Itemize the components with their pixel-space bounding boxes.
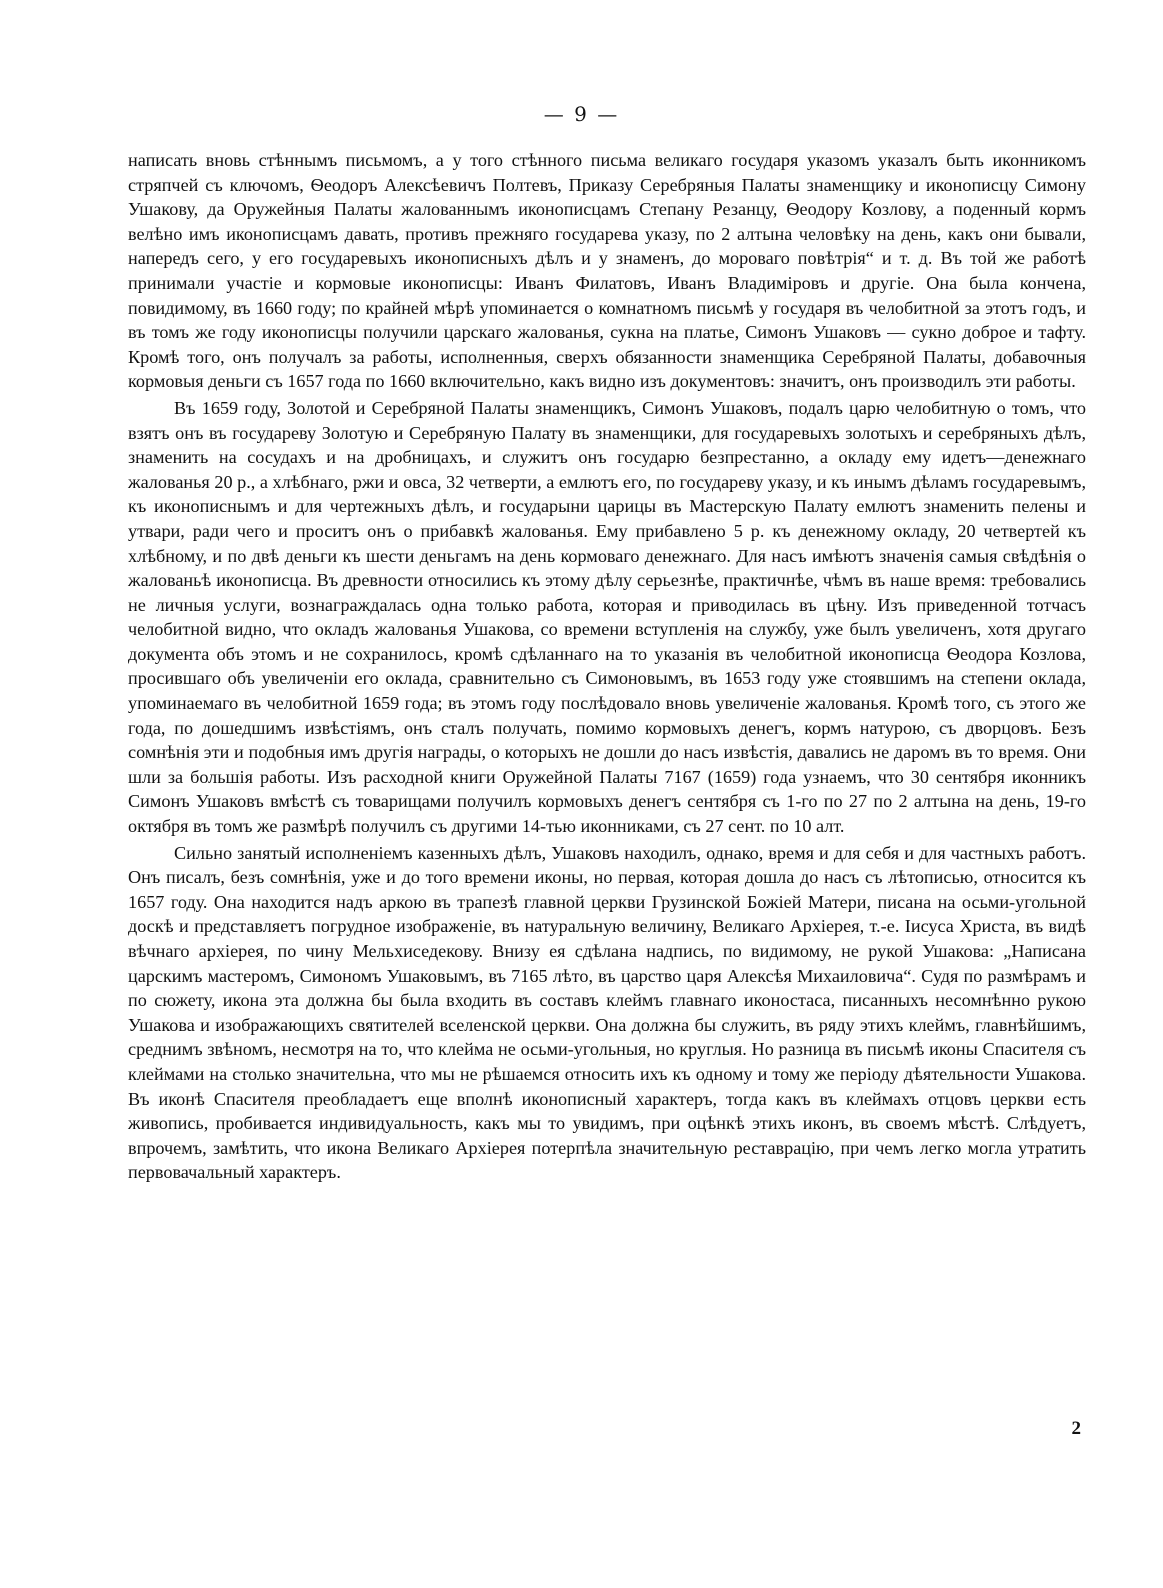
paragraph-private-works: Сильно занятый исполненіемъ казенныхъ дѣлъ, Ушаковъ находилъ, однако, время и для себя и для частныхъ работъ. Онъ писалъ, безъ сомнѣнія, уже и до того времени иконы, но первая, которая дошла до насъ съ лѣтописью, относится къ 1657 году. Она находится надъ аркою въ трапезѣ главной церкви Грузинской Божіей Матери, писана на осьми-угольной доскѣ и представляетъ погрудное изображеніе, въ натуральную величину, Великаго Архіерея, т.-е. Іисуса Христа, въ видѣ вѣчнаго архіерея, по чину Мельхиседекову. Внизу ея сдѣлана надпись, по видимому, не рукой Ушакова: „Написана царскимъ мастеромъ, Симономъ Ушаковымъ, въ 7165 лѣто, въ царство царя Алексѣя Михаиловича“. Судя по размѣрамъ и по сюжету, икона эта должна бы была входить въ составъ клеймъ главнаго иконостаса, писанныхъ несомнѣнно рукою Ушакова и изображающихъ святителей вселенской церкви. Она должна бы служить, въ ряду этихъ клеймъ, главнѣйшимъ, среднимъ звѣномъ, несмотря на то, что клейма не осьми-угольныя, но круглыя. Но разница въ письмѣ иконы Спасителя съ клеймами на столько значительна, что мы не рѣшаемся относить ихъ къ одному и тому же періоду дѣятельности Ушакова. Въ иконѣ Спасителя преобладаетъ еще вполнѣ иконописный характеръ, тогда какъ въ клеймахъ отцовъ церкви есть живопись, пробивается индивидуальность, какъ мы то увидимъ, при оцѣнкѣ этихъ иконъ, въ своемъ мѣстѣ. Слѣдуетъ, впрочемъ, замѣтить, что икона Великаго Архіерея потерпѣла значительную реставрацію, при чемъ легко могла утратить первовачальный характеръ. (128, 842, 1086, 1183)
page-number: — 9 — (543, 102, 620, 126)
paragraph-continuation: написать вновь стѣннымъ письмомъ, а у того стѣнного письма великаго государя указомъ указалъ быть иконникомъ стряпчей съ ключомъ, Ѳеодоръ Алексѣевичъ Полтевъ, Приказу Серебряныя Палаты знаменщику и иконописцу Симону Ушакову, да Оружейныя Палаты жалованнымъ иконописцамъ Степану Резанцу, Ѳеодору Козлову, а поденный кормъ велѣно имъ иконописцамъ давать, противъ прежняго государева указу, по 2 алтына человѣку на день, какъ они бывали, напередъ сего, у его государевыхъ иконописныхъ дѣлъ и у знаменъ, до мороваго повѣтрія“ и т. д. Въ той же работѣ принимали участіе и кормовые иконописцы: Иванъ Филатовъ, Иванъ Владиміровъ и другіе. Она была кончена, повидимому, въ 1660 году; по крайней мѣрѣ упоминается о комнатномъ письмѣ у государя въ челобитной за этотъ годъ, и въ томъ же году иконописцы получили царскаго жалованья, сукна на платье, Симонъ Ушаковъ — сукно доброе и тафту. Кромѣ того, онъ получалъ за работы, исполненныя, сверхъ обязанности знаменщика Серебряной Палаты, добавочныя кормовыя деньги съ 1657 года по 1660 включительно, какъ видно изъ документовъ: значитъ, онъ производилъ эти работы. (128, 150, 1086, 392)
paragraph-petition-1659: Въ 1659 году, Золотой и Серебряной Палаты знаменщикъ, Симонъ Ушаковъ, подалъ царю челобитную о томъ, что взятъ онъ въ государеву Золотую и Серебряную Палату въ знаменщики, для государевыхъ золотыхъ и серебряныхъ дѣлъ, знаменить на сосудахъ и на дробницахъ, и служитъ онъ государю безпрестанно, а окладу ему идетъ—денежнаго жалованья 20 р., а хлѣбнаго, ржи и овса, 32 четверти, а емлютъ его, по государеву указу, и къ инымъ дѣламъ государевымъ, къ иконописнымъ и для чертежныхъ дѣлъ, и государыни царицы въ Мастерскую Палату емлютъ знаменить пелены и утвари, ради чего и проситъ онъ о прибавкѣ жалованья. Ему прибавлено 5 р. къ денежному окладу, 20 четвертей къ хлѣбному, и по двѣ деньги къ шести деньгамъ на день кормоваго денежнаго. Для насъ имѣютъ значенія самыя свѣдѣнія о жалованьѣ иконописца. Въ древности относились къ этому дѣлу серьезнѣе, практичнѣе, чѣмъ въ наше время: требовались не личныя услуги, вознаграждалась одна только работа, которая и приводилась въ цѣну. Изъ приведенной тотчасъ челобитной видно, что окладъ жалованья Ушакова, со времени вступленія на службу, уже былъ увеличенъ, хотя другаго документа объ этомъ и не сохранилось, кромѣ сдѣланнаго на то указанія въ челобитной иконописца Ѳеодора Козлова, просившаго объ увеличеніи его оклада, сравнительно съ Симоновымъ, въ 1653 году уже стоявшимъ на степени оклада, упоминаемаго въ челобитной 1659 года; въ этомъ году послѣдовало вновь увеличеніе жалованья. Кромѣ того, съ этого же года, по дошедшимъ извѣстіямъ, онъ сталъ получать, помимо кормовыхъ денегъ, кормъ натурою, съ дворцовъ. Безъ сомнѣнія эти и подобныя имъ другія награды, о которыхъ не дошли до насъ извѣстія, давались не даромъ въ то время. Они шли за большія работы. Изъ расходной книги Оружейной Палаты 7167 (1659) года узнаемъ, что 30 сентября иконникъ Симонъ Ушаковъ вмѣстѣ съ товарищами получилъ кормовыхъ денегъ сентября съ 1-го по 27 по 2 алтына на день, 19-го октября въ томъ же размѣрѣ получилъ съ другими 14-тью иконниками, съ 27 сент. по 10 алт. (128, 397, 1086, 837)
signature-mark: 2 (1071, 1418, 1081, 1439)
body-text (128, 148, 1086, 1185)
